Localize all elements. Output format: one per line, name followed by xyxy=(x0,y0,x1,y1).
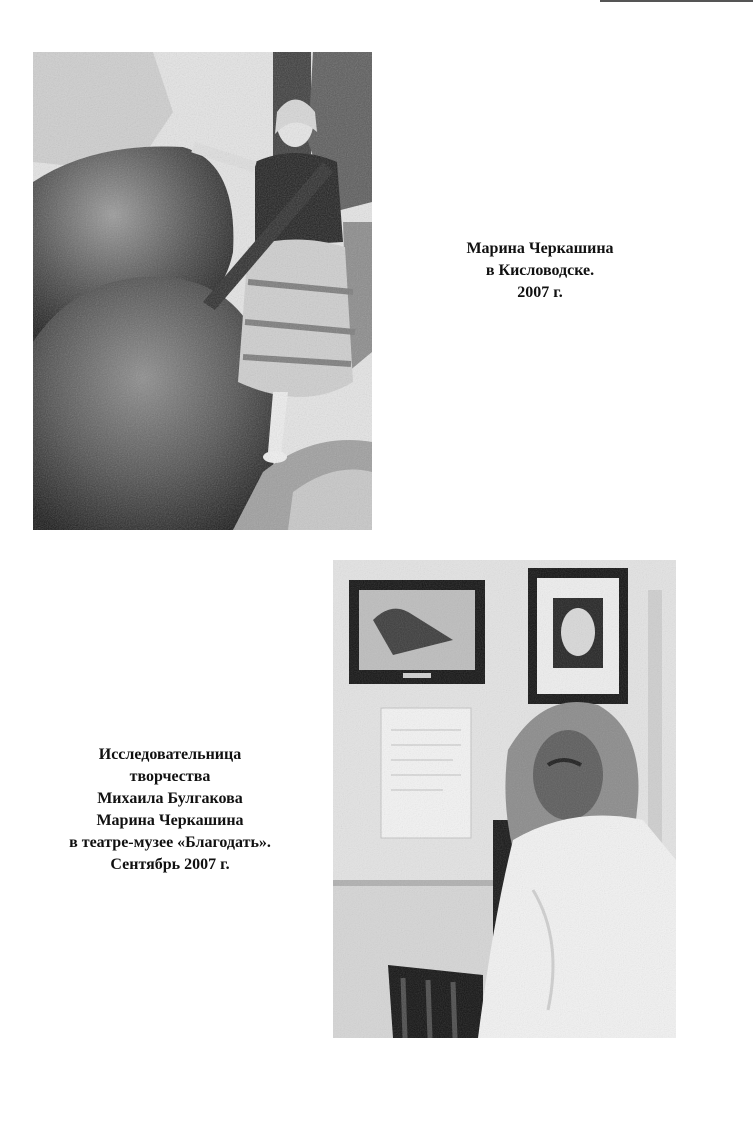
caption-museum xyxy=(40,744,300,876)
caption-line: в Кисловодске. xyxy=(485,262,595,279)
photo-museum-drawing xyxy=(333,560,676,1038)
caption-line: Марина Черкашина xyxy=(466,240,614,257)
caption-line: в театре-музее «Благодать». xyxy=(69,834,271,851)
caption-boulders xyxy=(420,238,660,304)
caption-line: Исследовательница xyxy=(98,746,242,763)
caption-line: Сентябрь 2007 г. xyxy=(110,856,230,873)
caption-line: творчества xyxy=(129,768,211,785)
photo-boulders xyxy=(33,52,372,530)
caption-line: Михаила Булгакова xyxy=(97,790,243,807)
caption-line: Марина Черкашина xyxy=(96,812,244,829)
page-edge-line xyxy=(600,0,753,2)
photo-museum xyxy=(333,560,676,1038)
photo-boulders-drawing xyxy=(33,52,372,530)
caption-line: 2007 г. xyxy=(517,284,563,301)
